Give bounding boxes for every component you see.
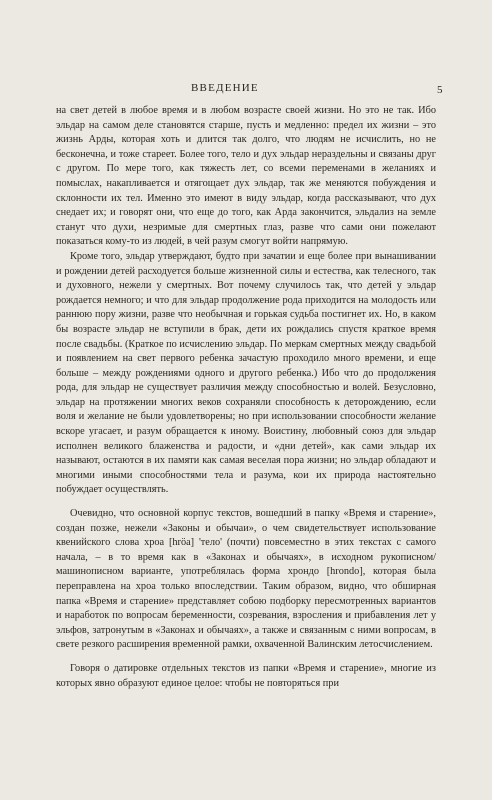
paragraph-3: Очевидно, что основной корпус текстов, вошедший в папку «Время и старение», создан позже, нежели «Законы и обычаи», о чем свидетельствует использование квенийского слова хроа [hröa] 'тело' (почти) повсеместно в этих текстах с самого начала, – в то время как в «Законах и обычаях», в исходном рукописном/машинописном варианте, употреблялась форма хрондо [hrondo], которая была переправлена на хроа только впоследствии. Таким образом, видно, что обширная папка «Время и старение» представляет собою подборку пересмотренных вариантов и наработок по вопросам беременности, созревания, взросления и прибавления лет у эльфов, затронутым в «Законах и обычаях», а также и связанным с ними вопросам, в свете резкого расширения временной рамки, охваченной Валинским летосчислением. — [56, 508, 436, 651]
paragraph-1: на свет детей в любое время и в любом возрасте своей жизни. Но это не так. Ибо эльдар на самом деле становятся старше, пусть и медленно: предел их жизни – это жизнь Арды, которая хоть и длится так долго, что людям не исчислить, но не бесконечна, и тоже стареет. Более того, тело и дух эльдар нераздельны и связаны друг с другом. По мере того, как тяжесть лет, со всеми переменами в желаниях и помыслах, накапливается и отягощает дух эльдар, так же меняются побуждения и склонности их тел. Именно это имеют в виду эльдар, когда рассказывают, что дух снедает их; и говорят они, что еще до того, как Арда закончится, эльдализ на земле станут что духи, незримые для смертных глаз, разве что сами они пожелают показаться кому-то из людей, в чей разум смогут войти напрямую. — [56, 105, 436, 248]
running-head: ВВЕДЕНИЕ — [191, 82, 259, 94]
paragraph-4: Говоря о датировке отдельных текстов из папки «Время и старение», многие из которых явно образуют единое целое: чтобы не повторяться при — [56, 662, 436, 689]
page-number: 5 — [437, 84, 443, 96]
body-text — [56, 104, 436, 691]
paragraph-2: Кроме того, эльдар утверждают, будто при зачатии и еще более при вынашивании и рождении детей расходуется больше жизненной силы и естества, как телесного, так и духовного, нежели у смертных. Вот почему случилось так, что детей у эльдар рождается немного; и что для эльдар продолжение рода приходится на молодость или раннюю пору жизни, разве что необычная и горькая судьба постигнет их. Но, в каком бы возрасте эльдар не вступили в брак, дети их рождались спустя краткое время после свадьбы. (Краткое по исчислению эльдар. По меркам смертных между свадьбой и появлением на свет первого ребенка зачастую проходило много времени, и еще больше – между рождениями одного и другого ребенка.) Ибо что до продолжения рода, для эльдар не существует различия между способностью и волей. Безусловно, эльдар на протяжении многих веков сохраняли способность к деторождению, если воля и желание не были удовлетворены; но при использовании способности желание вскоре угасает, и разум обращается к иному. Воистину, любовный союз для эльдар исполнен великого блаженства и радости, и «дни детей», как сами эльдар их называют, остаются в их памяти как самая веселая пора жизни; но эльдар обладают и многими иными способностями тела и разума, кои их природа настоятельно побуждает осуществлять. — [56, 250, 436, 496]
